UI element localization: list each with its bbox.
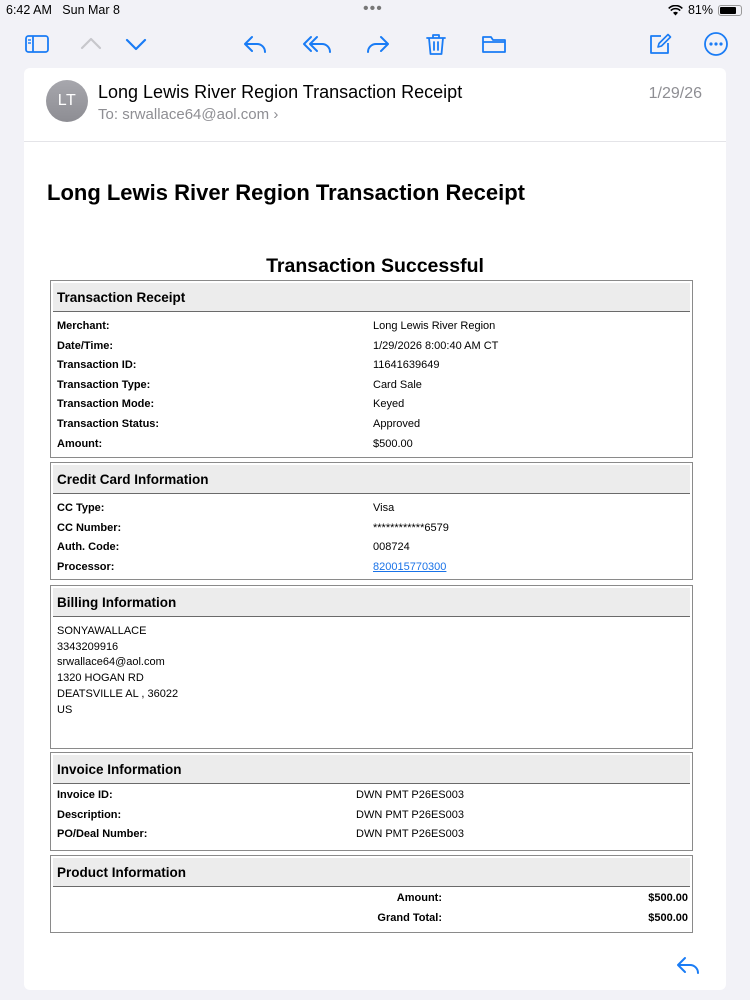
section-heading: Transaction Receipt <box>53 283 690 312</box>
chevron-down-icon[interactable] <box>121 30 151 58</box>
billing-line: 3343209916 <box>57 640 119 653</box>
row-label: PO/Deal Number: <box>57 828 148 841</box>
row-label: Merchant: <box>57 320 110 332</box>
row-label: Date/Time: <box>57 339 114 352</box>
grand-total-value: $500.00 <box>648 912 688 924</box>
grand-total-label: Grand Total: <box>377 912 442 924</box>
recipient-line[interactable] <box>98 106 278 123</box>
sidebar-icon[interactable] <box>22 30 52 58</box>
reply-all-icon[interactable] <box>300 30 334 58</box>
row-label: Transaction ID: <box>57 359 137 372</box>
row-label: Description: <box>57 808 122 821</box>
row-label: Transaction Status: <box>57 418 160 430</box>
billing-line: SONYAWALLACE <box>57 625 147 637</box>
row-label: Invoice ID: <box>57 789 113 801</box>
trash-icon[interactable] <box>421 30 451 58</box>
billing-line: US <box>57 703 73 716</box>
mail-message <box>24 68 726 990</box>
row-value: Approved <box>373 418 421 430</box>
forward-icon[interactable] <box>363 30 393 58</box>
section-heading: Billing Information <box>53 588 690 617</box>
processor-link[interactable]: 820015770300 <box>373 560 447 573</box>
mail-toolbar <box>0 22 750 68</box>
multitasking-dots-icon[interactable]: ••• <box>363 0 383 17</box>
row-value: Keyed <box>373 398 405 411</box>
row-value: Visa <box>373 502 395 514</box>
section-heading: Product Information <box>53 858 690 887</box>
row-label: Processor: <box>57 560 115 573</box>
compose-icon[interactable] <box>645 30 675 58</box>
battery-icon <box>718 5 742 16</box>
product-section <box>50 855 693 933</box>
transaction-status-heading: Transaction Successful <box>266 255 484 277</box>
status-bar <box>0 0 750 22</box>
more-icon[interactable] <box>701 30 731 58</box>
credit-card-section <box>50 462 693 580</box>
row-label: Amount: <box>57 437 103 450</box>
avatar[interactable]: LT <box>46 80 88 122</box>
row-value: Long Lewis River Region <box>373 320 496 332</box>
row-label: CC Number: <box>57 521 122 534</box>
battery-percent: 81% <box>687 3 713 17</box>
billing-line[interactable]: srwallace64@aol.com <box>57 656 165 669</box>
transaction-receipt-section <box>50 280 693 458</box>
row-label: Auth. Code: <box>57 541 120 554</box>
row-value: DWN PMT P26ES003 <box>356 808 465 821</box>
mail-date: 1/29/26 <box>648 85 702 102</box>
row-value: DWN PMT P26ES003 <box>356 828 465 841</box>
row-value: 11641639649 <box>373 359 440 372</box>
billing-section <box>50 585 693 749</box>
status-right <box>668 3 742 17</box>
row-value: 1/29/2026 8:00:40 AM CT <box>373 339 499 352</box>
receipt-title: Long Lewis River Region Transaction Receipt <box>47 180 525 205</box>
row-value: Card Sale <box>373 378 422 391</box>
folder-icon[interactable] <box>479 30 509 58</box>
section-heading: Credit Card Information <box>53 465 690 494</box>
row-value: DWN PMT P26ES003 <box>356 789 465 801</box>
row-label: CC Type: <box>57 502 105 514</box>
billing-line: 1320 HOGAN RD <box>57 672 144 685</box>
chevron-up-icon[interactable] <box>76 30 106 58</box>
row-label: Transaction Mode: <box>57 398 155 411</box>
row-value: ************6579 <box>373 521 449 534</box>
status-time: 6:42 AM Sun Mar 8 <box>6 3 120 17</box>
amount-label: Amount: <box>396 892 442 904</box>
to-label: To: <box>98 106 119 123</box>
row-value: 008724 <box>373 541 410 554</box>
recipient-address[interactable]: srwallace64@aol.com <box>122 106 270 123</box>
invoice-section <box>50 752 693 851</box>
chevron-right-icon[interactable]: › <box>273 106 279 123</box>
wifi-icon <box>668 5 683 16</box>
row-value: $500.00 <box>373 437 413 450</box>
billing-line: DEATSVILLE AL , 36022 <box>57 687 179 700</box>
row-label: Transaction Type: <box>57 378 151 391</box>
mail-header <box>24 68 726 142</box>
mail-subject: Long Lewis River Region Transaction Receipt <box>98 82 463 102</box>
amount-value: $500.00 <box>648 892 688 904</box>
reply-icon[interactable] <box>240 30 270 58</box>
reply-icon[interactable] <box>674 952 704 978</box>
section-heading: Invoice Information <box>53 755 690 784</box>
